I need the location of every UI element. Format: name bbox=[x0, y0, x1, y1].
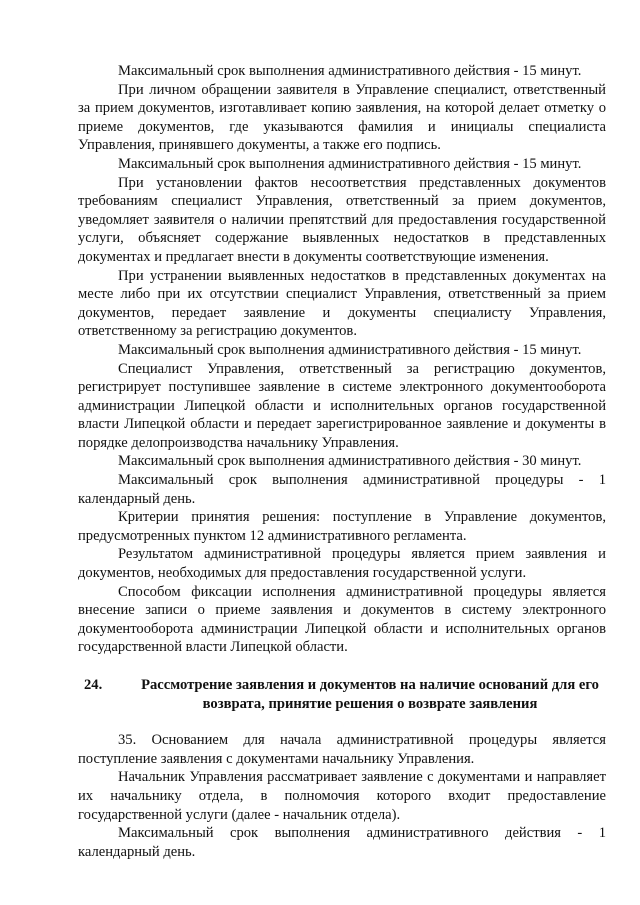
paragraph: Максимальный срок выполнения административного действия - 15 минут. bbox=[118, 155, 582, 172]
paragraph: 35. Основанием для начала административной процедуры является поступление заявления с документами начальнику Управления. bbox=[78, 732, 606, 767]
paragraph: Максимальный срок выполнения административного действия - 30 минут. bbox=[118, 453, 582, 470]
paragraph: Максимальный срок выполнения административного действия - 1 календарный день. bbox=[78, 825, 606, 860]
paragraph: При устранении выявленных недостатков в представленных документах на месте либо при их отсутствии специалист Управления, ответственный за прием документов, передает заявление и документы специалисту Управления, ответственному за регистрацию документов. bbox=[78, 267, 606, 340]
paragraph: При установлении фактов несоответствия представленных документов требованиям специалист Управления, ответственный за прием документов, уведомляет заявителя о наличии препятствий для предоставления государственной услуги, объясняет содержание выявленных недостатков в представленных документах и предлагает внести в документы соответствующие изменения. bbox=[78, 174, 606, 265]
paragraph: Максимальный срок выполнения административного действия - 15 минут. bbox=[118, 341, 582, 358]
paragraph: Начальник Управления рассматривает заявление с документами и направляет их начальнику отдела, в полномочия которого входит предоставление государственной услуги (далее - начальник отдела). bbox=[78, 769, 606, 823]
paragraph: Результатом административной процедуры является прием заявления и документов, необходимых для предоставления государственной услуги. bbox=[78, 546, 606, 582]
section-heading bbox=[78, 676, 606, 713]
section-number: 24. bbox=[84, 677, 103, 693]
paragraph: Максимальный срок выполнения административной процедуры - 1 календарный день. bbox=[78, 472, 606, 507]
paragraph: Специалист Управления, ответственный за регистрацию документов, регистрирует поступившее заявление в системе электронного документооборота администрации Липецкой области и исполнительных органов государственной власти Липецкой области и передает зарегистрированное заявление и документы в порядке делопроизводства начальнику Управления. bbox=[78, 360, 606, 451]
section-title: Рассмотрение заявления и документов на наличие оснований для его возврата, принятие решения о возврате заявления bbox=[141, 677, 599, 712]
paragraph: Способом фиксации исполнения административной процедуры является внесение записи о приеме заявления и документов в систему электронного документооборота администрации Липецкой области и исполнительных органов государственной власти Липецкой области. bbox=[78, 583, 606, 656]
paragraph: Критерии принятия решения: поступление в Управление документов, предусмотренных пунктом 12 административного регламента. bbox=[78, 509, 606, 544]
paragraph: При личном обращении заявителя в Управление специалист, ответственный за прием документов, изготавливает копию заявления, на которой делает отметку о приеме документов, где указываются фамилия и инициалы специалиста Управления, принявшего документы, а также его подпись. bbox=[78, 81, 606, 154]
document-page bbox=[78, 62, 606, 861]
paragraph: Максимальный срок выполнения административного действия - 15 минут. bbox=[118, 63, 582, 79]
